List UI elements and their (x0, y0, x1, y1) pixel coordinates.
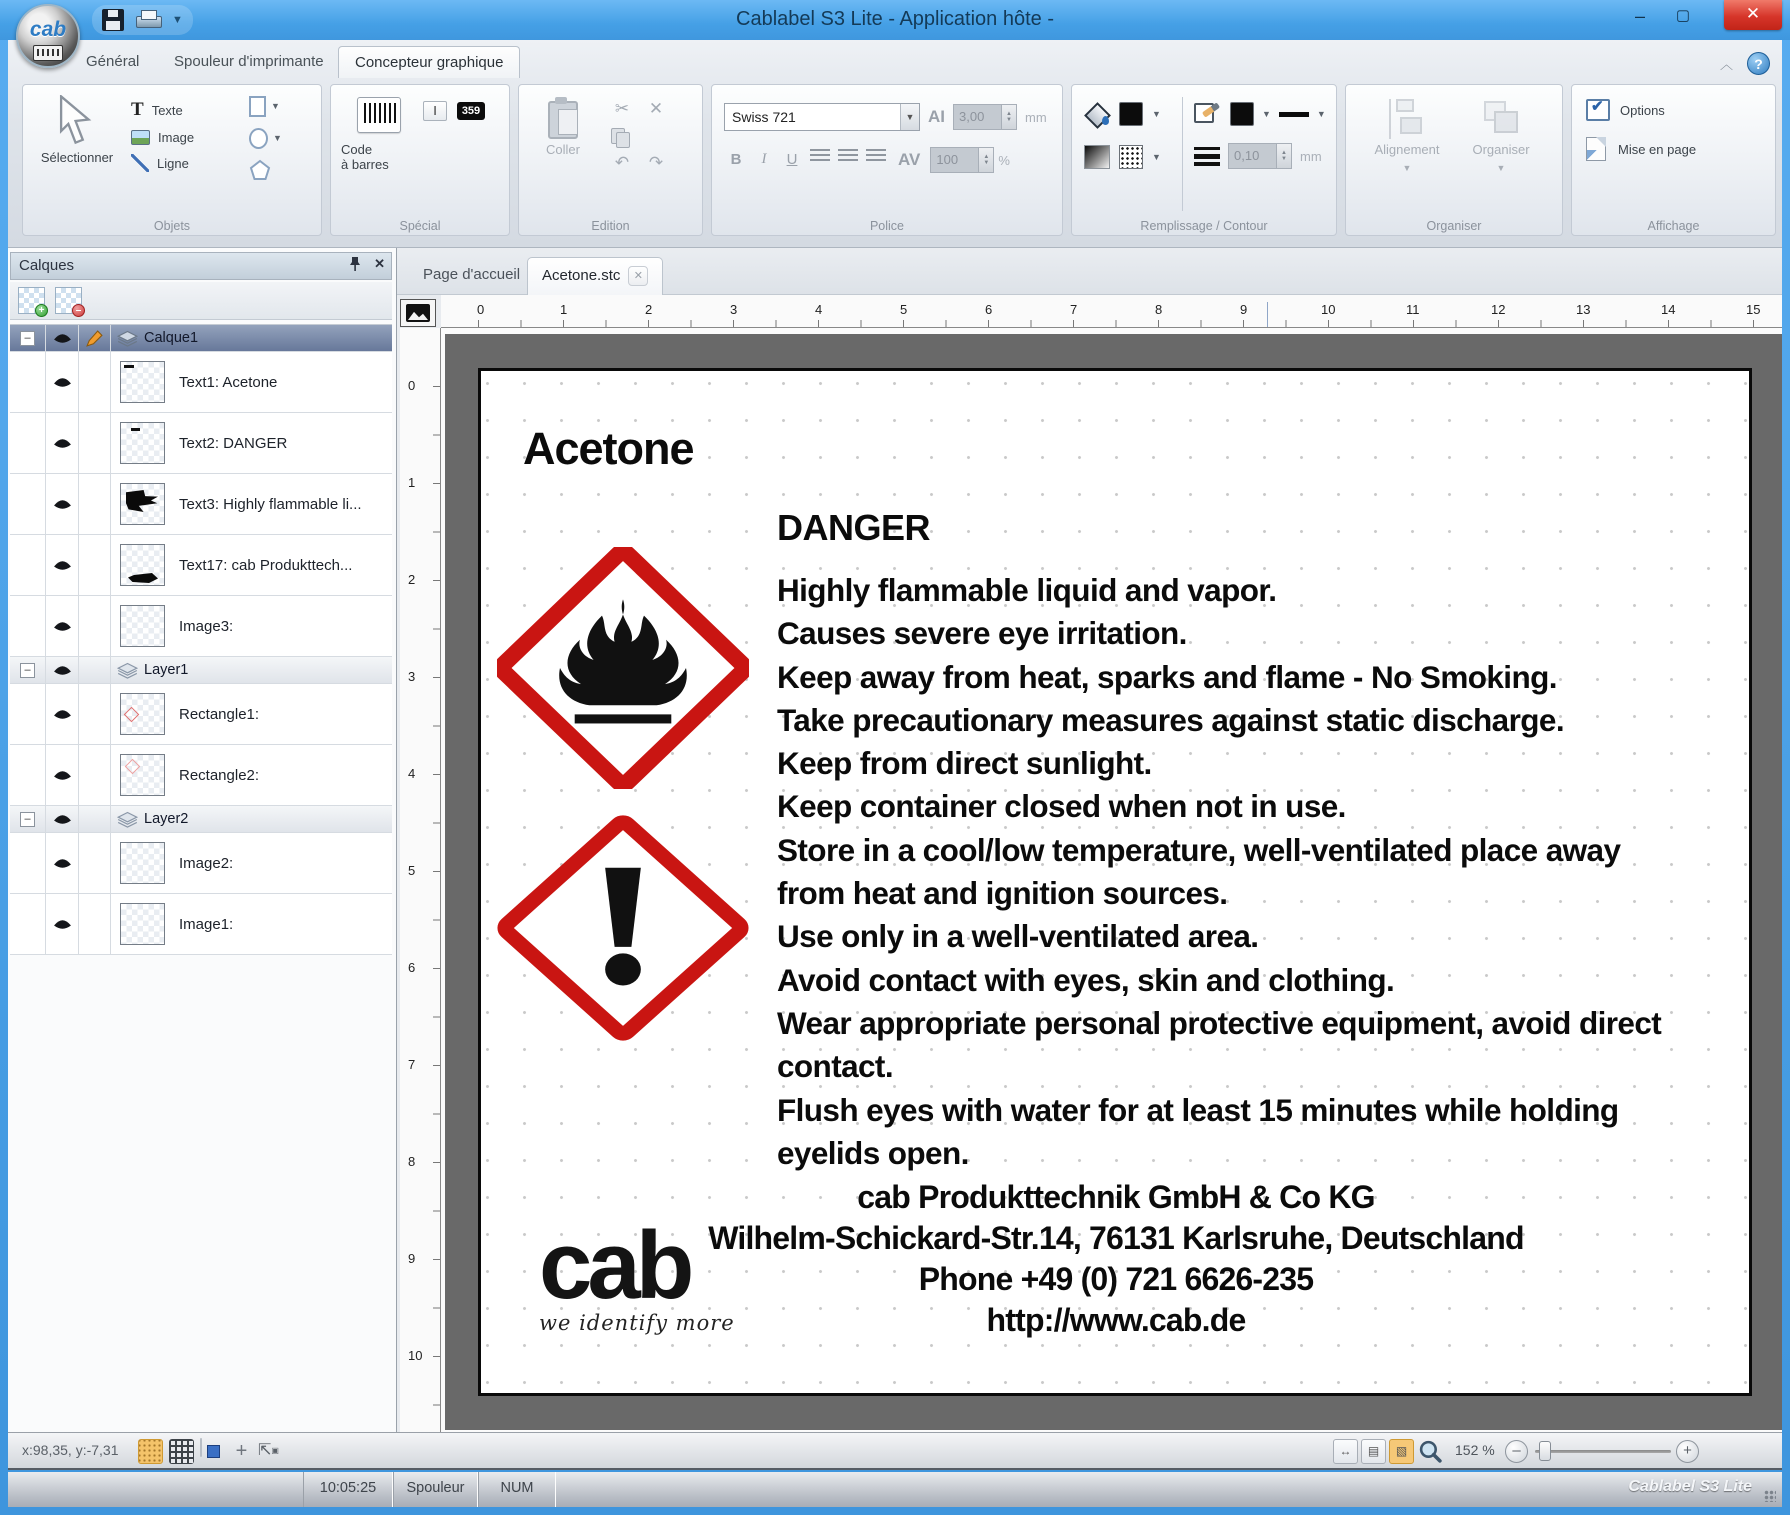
layer-thumbnail (120, 754, 165, 796)
statusbar-info (8, 1472, 1782, 1507)
text-tool-button[interactable]: T Texte (131, 99, 183, 120)
add-layer-button[interactable]: + (18, 287, 45, 314)
crosshair-toggle[interactable]: + (235, 1440, 248, 1462)
layer-item-row[interactable] (10, 833, 392, 894)
tab-close-icon[interactable]: ✕ (628, 266, 648, 286)
italic-button[interactable]: I (761, 151, 767, 167)
layer-item-row[interactable] (10, 745, 392, 806)
calques-title: Calques (19, 257, 75, 274)
line-style-button[interactable] (1279, 110, 1309, 118)
align-right-button[interactable] (864, 148, 888, 172)
barcode-icon (357, 97, 401, 133)
tab-graphic-designer[interactable]: Concepteur graphique (338, 46, 520, 78)
image-tool-button[interactable]: Image (131, 130, 194, 145)
layer-item-row[interactable] (10, 684, 392, 745)
align-right-icon (866, 149, 886, 164)
cab-logo-text: cab (539, 1212, 690, 1319)
fit-page-button[interactable]: ▤ (1361, 1439, 1386, 1464)
align-center-button[interactable] (836, 148, 860, 172)
eye-icon[interactable] (53, 664, 72, 677)
paste-button[interactable]: Coller (531, 97, 595, 157)
select-tool-button[interactable] (31, 95, 123, 165)
layer-group-name: Layer1 (144, 662, 189, 678)
tab-general[interactable]: Général (86, 53, 140, 70)
layer-thumbnail (120, 693, 165, 735)
spooler-status: Spouleur (406, 1480, 465, 1496)
layer-icon (117, 330, 138, 347)
fill-color-swatch[interactable] (1119, 102, 1143, 126)
align-center-icon (838, 149, 858, 164)
spinner-arrows-icon[interactable]: ▲ ▼ (978, 148, 993, 172)
line-tool-button[interactable]: Ligne (131, 154, 194, 172)
options-icon (1586, 99, 1610, 121)
contour-color-swatch[interactable] (1230, 102, 1254, 126)
layer-thumbnail (120, 361, 165, 403)
snap-to-grid-toggle[interactable] (200, 1438, 202, 1457)
font-dropdown-icon[interactable]: ▼ (900, 104, 919, 130)
statusbar-tools (8, 1432, 1782, 1470)
eye-icon[interactable] (53, 857, 72, 870)
tab-printer-spooler[interactable]: Spouleur d'imprimante (174, 53, 324, 70)
layer-label: Image3: (179, 617, 234, 635)
app-menu-button[interactable] (16, 4, 80, 68)
redo-icon[interactable]: ↷ (648, 153, 664, 172)
gradient-swatch[interactable] (1084, 145, 1110, 169)
alignment-dropdown-icon[interactable]: ▼ (1402, 163, 1412, 173)
layer-label: Text2: DANGER (179, 434, 288, 452)
ribbon (8, 40, 1782, 248)
fit-width-button[interactable]: ↔ (1333, 1439, 1358, 1464)
pattern-dropdown-icon[interactable]: ▼ (1152, 152, 1161, 162)
layer-thumbnail (120, 903, 165, 945)
calques-panel-header (10, 252, 392, 280)
delete-layer-button[interactable]: – (55, 287, 82, 314)
line-style-dropdown-icon[interactable]: ▼ (1316, 109, 1326, 119)
layer-label: Rectangle1: (179, 705, 260, 723)
font-size-glyph: AI (928, 107, 945, 126)
design-canvas[interactable] (441, 328, 1782, 1432)
layer-thumbnail (120, 483, 165, 525)
group-organiser: Alignement ▼ Organiser ▼ Organiser (1345, 84, 1563, 236)
qat-dropdown-icon[interactable]: ▼ (172, 14, 183, 26)
layer-group-row[interactable] (10, 325, 392, 352)
hazard-statements[interactable]: Highly flammable liquid and vapor. Causes severe eye irritation. Keep away from heat, sparks and flame - No Smoking. Take precautionary measures against static discharge. Keep from direct sunlight. Keep container closed when not in use. Store in a cool/low temperature, well-ventilated place away from heat and ignition sources. Use only in a well-ventilated area. Avoid contact with eyes, skin and clothing. Wear appropriate personal protective equipment, avoid direct contact. Flush eyes with water for at least 15 minutes while holding eyelids open. (777, 572, 1662, 1171)
group-affichage: ✔ Options Mise en page Affichage (1571, 84, 1776, 236)
layer-thumbnail (120, 544, 165, 586)
arrange-dropdown-icon[interactable]: ▼ (1496, 163, 1506, 173)
pin-icon[interactable] (348, 256, 362, 272)
layer-thumbnail (120, 605, 165, 647)
contour-pen-icon[interactable] (1194, 101, 1222, 127)
zoom-out-button[interactable]: – (1505, 1440, 1528, 1463)
alignment-icon (1386, 99, 1428, 139)
eye-icon[interactable] (53, 559, 72, 572)
options-button[interactable]: ✔ Options (1586, 99, 1665, 121)
numlock-segment (478, 1472, 556, 1507)
fill-color-dropdown-icon[interactable]: ▼ (1152, 109, 1161, 119)
zoom-slider[interactable] (1535, 1450, 1671, 1453)
letter-spacing-spinner[interactable]: 100 ▲ ▼ (930, 147, 994, 173)
pattern-swatch[interactable] (1119, 145, 1143, 169)
polygon-tool-button[interactable] (245, 157, 286, 183)
calques-panel (8, 248, 397, 1432)
layer-thumbnail (120, 842, 165, 884)
textfield-tool-icon[interactable]: I (423, 101, 447, 121)
spooler-segment (393, 1472, 478, 1507)
layer-group-row[interactable] (10, 806, 392, 833)
rectangle-dropdown-icon[interactable]: ▼ (271, 101, 280, 111)
arrange-icon (1480, 99, 1522, 139)
horizontal-ruler: 0 1 2 3 4 5 6 7 8 9 10 11 12 13 14 15 (441, 295, 1782, 328)
polygon-icon (249, 159, 271, 181)
counter-tool-badge[interactable]: 359 (457, 102, 485, 120)
cab-logo-tagline: we identify more (539, 1311, 735, 1335)
zoom-in-button[interactable]: + (1676, 1440, 1699, 1463)
image-tool-icon (131, 130, 150, 145)
calques-toolbar (10, 282, 392, 320)
eye-icon[interactable] (53, 332, 72, 345)
line-tool-icon (131, 154, 149, 172)
layer-label: Image1: (179, 915, 234, 933)
layer-label: Image2: (179, 854, 234, 872)
line-width-spinner[interactable]: 0,10 ▲ ▼ (1228, 143, 1292, 169)
company-footer[interactable]: cab Produkttechnik GmbH & Co KG Wilhelm-Schickard-Str.14, 76131 Karlsruhe, Deutschland Phone +49 (0) 721 6626-235 http://www.cab.de (708, 1179, 1524, 1338)
letter-spacing-glyph: AV (898, 150, 921, 169)
layer-label: Text1: Acetone (179, 373, 278, 391)
help-button[interactable]: ? (1747, 52, 1770, 75)
ellipse-dropdown-icon[interactable]: ▼ (273, 133, 282, 143)
underline-button[interactable]: U (786, 151, 798, 168)
clock-segment (303, 1472, 393, 1507)
layer-item-row[interactable] (10, 413, 392, 474)
alignment-button[interactable]: Alignement ▼ (1364, 99, 1450, 173)
eye-icon[interactable] (53, 437, 72, 450)
ellipse-icon (249, 128, 268, 149)
quick-access-toolbar (92, 5, 193, 35)
ribbon-collapse-icon[interactable]: ︿ (1719, 57, 1733, 72)
layer-thumbnail (120, 422, 165, 464)
expand-toggle[interactable]: – (20, 331, 35, 346)
font-family-select[interactable]: Swiss 721 ▼ (724, 103, 920, 131)
font-size-spinner[interactable]: 3,00 ▲ ▼ (953, 104, 1017, 130)
zoom-tool-icon[interactable] (1418, 1439, 1443, 1464)
product-name[interactable]: Acetone (523, 423, 694, 474)
pointer-link-toggle[interactable]: ⇱▣ (258, 1442, 279, 1459)
text-tool-icon: T (131, 99, 144, 120)
layers-tree (10, 324, 392, 955)
grid-lines-toggle[interactable] (169, 1439, 194, 1464)
ruler-corner-icon[interactable] (400, 299, 436, 327)
layer-item-row[interactable] (10, 894, 392, 955)
clipboard-icon (546, 97, 580, 139)
clock: 10:05:25 (319, 1480, 377, 1496)
expand-toggle[interactable]: – (20, 663, 35, 678)
ruler-cursor-mark (1267, 302, 1268, 327)
num-lock: NUM (500, 1480, 534, 1496)
zoom-level: 152 % (1455, 1442, 1495, 1458)
cab-logo-large[interactable] (539, 1212, 799, 1335)
select-tool-label: Sélectionner (40, 150, 114, 165)
layer-label: Text17: cab Produkttech... (179, 556, 353, 574)
document-tabs (397, 248, 1782, 295)
zoom-slider-handle[interactable] (1539, 1441, 1551, 1461)
cab-logo: cab (29, 18, 67, 41)
layer-group-name: Calque1 (144, 330, 199, 346)
cut-icon[interactable]: ✂ (614, 99, 630, 118)
grid-dots-toggle[interactable] (138, 1439, 163, 1464)
signal-word[interactable]: DANGER (777, 507, 931, 548)
barcode-button[interactable]: Code à barres (341, 97, 417, 172)
vertical-ruler: 0 1 2 3 4 5 6 7 8 9 10 (400, 328, 441, 1432)
eye-icon[interactable] (53, 813, 72, 826)
window-titlebar (0, 0, 1790, 40)
layer-item-row[interactable] (10, 596, 392, 657)
rectangle-tool-button[interactable] (245, 93, 286, 119)
contour-color-dropdown-icon[interactable]: ▼ (1262, 109, 1271, 119)
page-setup-icon (1586, 137, 1606, 161)
minimize-button[interactable]: – (1634, 6, 1645, 26)
doc-tab-home[interactable]: Page d'accueil (423, 266, 521, 283)
spinner-arrows-icon[interactable]: ▲ ▼ (1276, 144, 1291, 168)
layer-item-row[interactable] (10, 352, 392, 413)
line-width-icon (1194, 146, 1220, 166)
page-setup-button[interactable]: Mise en page (1586, 137, 1696, 161)
eye-icon[interactable] (53, 376, 72, 389)
document-area (397, 248, 1782, 1432)
actual-size-button[interactable]: ▧ (1389, 1439, 1414, 1464)
close-button[interactable]: ✕ (1724, 0, 1782, 30)
coords-readout: x:98,35, y:-7,31 (22, 1442, 119, 1458)
doc-tab-acetone[interactable]: Acetone.stc ✕ (527, 257, 663, 295)
eye-icon[interactable] (53, 498, 72, 511)
layer-item-row[interactable] (10, 474, 392, 535)
expand-toggle[interactable]: – (20, 812, 35, 827)
spinner-arrows-icon[interactable]: ▲ ▼ (1001, 105, 1016, 129)
ellipse-tool-button[interactable] (245, 125, 286, 151)
eye-icon[interactable] (53, 708, 72, 721)
eye-icon[interactable] (53, 769, 72, 782)
align-left-icon (810, 149, 830, 164)
fill-bucket-icon[interactable] (1084, 101, 1110, 127)
label-page[interactable] (478, 368, 1752, 1396)
copy-icon[interactable] (611, 128, 629, 146)
align-left-button[interactable] (808, 148, 832, 172)
print-icon[interactable] (136, 10, 160, 30)
layer-icon (117, 662, 138, 679)
layer-group-name: Layer2 (144, 811, 189, 827)
group-special: Code à barres I 359 Spécial (330, 84, 510, 236)
maximize-button[interactable]: ▢ (1675, 7, 1691, 24)
rectangle-icon (249, 96, 266, 117)
layer-item-row[interactable] (10, 535, 392, 596)
group-objets: Sélectionner T Texte Image Ligne ▼ ▼ Objets (22, 84, 322, 236)
layer-label: Text3: Highly flammable li... (179, 495, 362, 513)
window-title: Cablabel S3 Lite - Application hôte - (736, 8, 1054, 30)
group-fill-contour: ▼ ▼ ▼ ▼ 0,10 ▲ ▼ mm Remplissage / Contour (1071, 84, 1337, 236)
layer-icon (117, 811, 138, 828)
eye-icon[interactable] (53, 918, 72, 931)
group-police: Swiss 721 ▼ AI 3,00 ▲ ▼ mm B I U AV 100 ▲ ▼ % Police (711, 84, 1063, 236)
save-icon[interactable] (102, 9, 124, 31)
layer-group-row[interactable] (10, 657, 392, 684)
group-edition: Coller ✂ ✕ ↶ ↷ Edition (518, 84, 703, 236)
brand-label: Cablabel S3 Lite (1628, 1478, 1752, 1495)
layer-label: Rectangle2: (179, 766, 260, 784)
ghs-exclamation-pictogram[interactable] (497, 815, 749, 1041)
eye-icon[interactable] (53, 620, 72, 633)
printer-logo-icon (33, 45, 63, 61)
pencil-icon (86, 330, 103, 347)
bold-button[interactable]: B (730, 151, 742, 168)
arrange-button[interactable]: Organiser ▼ (1458, 99, 1544, 173)
undo-icon[interactable]: ↶ (614, 153, 630, 172)
delete-icon[interactable]: ✕ (648, 99, 664, 118)
pointer-icon (55, 95, 99, 147)
resize-grip[interactable] (1764, 1490, 1776, 1502)
close-panel-icon[interactable]: ✕ (374, 256, 385, 271)
ghs-flame-pictogram[interactable] (497, 547, 749, 789)
